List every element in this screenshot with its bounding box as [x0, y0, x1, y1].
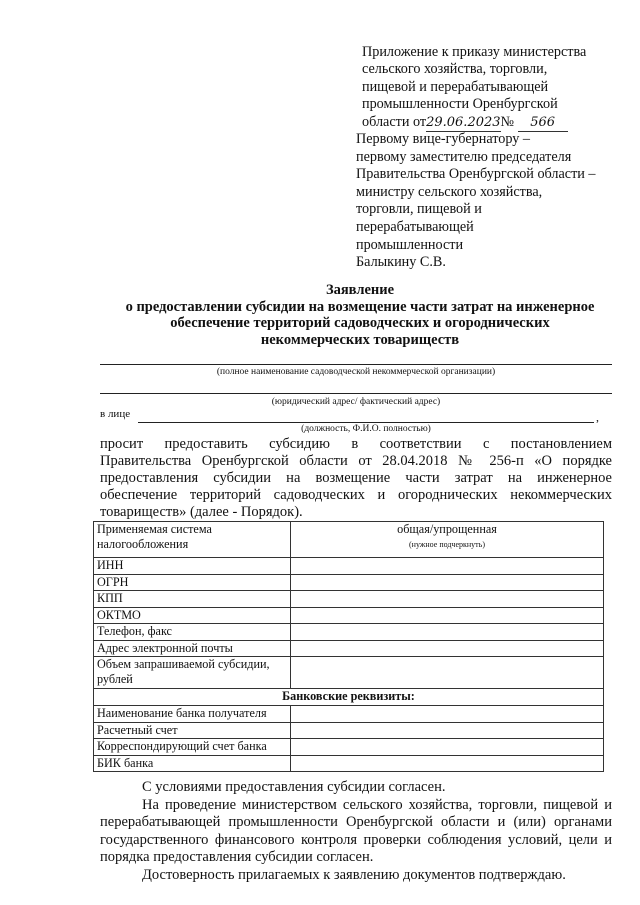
- bank-header: Банковские реквизиты:: [94, 689, 604, 706]
- addressee-line: Правительства Оренбургской области –: [356, 166, 596, 183]
- appendix-line: промышленности Оренбургской: [362, 96, 558, 113]
- appendix-line: Приложение к приказу министерства: [362, 44, 587, 60]
- row-value[interactable]: [291, 624, 604, 641]
- org-name-caption: (полное наименование садоводческой некоммерческой организации): [216, 367, 496, 377]
- row-label: Адрес электронной почты: [94, 640, 291, 657]
- body-line: просит предоставить субсидию в соответствии с постановлением: [100, 436, 612, 452]
- person-caption: (должность, Ф.И.О. полностью): [301, 424, 431, 434]
- appendix-header: [362, 44, 586, 132]
- row-value[interactable]: [291, 591, 604, 608]
- bank-row-label: Корреспондирующий счет банка: [94, 739, 291, 756]
- footer-text: [100, 779, 612, 885]
- address-field[interactable]: [100, 393, 612, 394]
- row-value[interactable]: [291, 640, 604, 657]
- row-label: Телефон, факс: [94, 624, 291, 641]
- title-line: обеспечение территорий садоводческих и огороднических: [170, 315, 550, 331]
- document-title: [90, 282, 630, 348]
- row-value[interactable]: [291, 657, 604, 689]
- consent-paragraph: С условиями предоставления субсидии согласен.: [142, 779, 446, 795]
- addressee-line: перерабатывающей: [356, 218, 474, 235]
- body-line: обеспечение территорий садоводческих и огороднических некоммерческих: [100, 487, 612, 503]
- request-text: [100, 436, 612, 521]
- row-label: Объем запрашиваемой субсидии, рублей: [94, 657, 291, 689]
- order-number: 566: [518, 114, 568, 132]
- title-line: Заявление: [325, 282, 395, 298]
- bank-row-value[interactable]: [291, 722, 604, 739]
- org-name-field[interactable]: [100, 364, 612, 365]
- row-label: ОГРН: [94, 574, 291, 591]
- bank-row-value[interactable]: [291, 739, 604, 756]
- address-caption: (юридический адрес/ фактический адрес): [271, 397, 441, 407]
- authenticity-paragraph: Достоверность прилагаемых к заявлению документов подтверждаю.: [142, 866, 566, 883]
- requisites-table: [93, 521, 604, 772]
- comma: ,: [596, 410, 599, 424]
- addressee-line: Балыкину С.В.: [356, 254, 446, 271]
- addressee-line: первому заместителю председателя: [356, 148, 572, 165]
- tax-value-cell[interactable]: [291, 522, 604, 558]
- bank-row-label: БИК банка: [94, 755, 291, 772]
- row-value[interactable]: [291, 607, 604, 624]
- date-prefix: области от: [362, 113, 427, 130]
- body-line: предоставления субсидии на возмещение части затрат на инженерное: [100, 470, 612, 486]
- person-field[interactable]: [138, 422, 594, 423]
- body-line: товариществ» (далее - Порядок).: [100, 504, 303, 520]
- addressee: [356, 131, 596, 272]
- tax-value: общая/упрощенная: [397, 522, 497, 536]
- addressee-line: торговли, пищевой и: [356, 201, 482, 218]
- body-line: Правительства Оренбургской области от 28.04.2018 № 256-п «О порядке: [100, 453, 612, 469]
- bank-row-label: Расчетный счет: [94, 722, 291, 739]
- person-label: в лице: [100, 408, 131, 420]
- addressee-line: министру сельского хозяйства,: [356, 183, 543, 200]
- title-line: некоммерческих товариществ: [260, 331, 460, 348]
- order-date: 29.06.2023: [426, 114, 500, 132]
- bank-row-value[interactable]: [291, 755, 604, 772]
- num-prefix: №: [500, 113, 515, 130]
- inspection-consent-paragraph: На проведение министерством сельского хозяйства, торговли, пищевой и перерабатывающей промышленности Оренбургской области и (или) органами государственного финансового контроля проверки соблюдения условий, цели и порядка предоставления субсидии согласен.: [100, 796, 612, 866]
- addressee-line: Первому вице-губернатору –: [356, 131, 531, 147]
- row-value[interactable]: [291, 558, 604, 575]
- tax-label: Применяемая система налогообложения: [94, 522, 291, 558]
- title-line: о предоставлении субсидии на возмещение части затрат на инженерное: [125, 298, 595, 315]
- appendix-line: пищевой и перерабатывающей: [362, 78, 549, 95]
- bank-row-value[interactable]: [291, 706, 604, 723]
- addressee-line: промышленности: [356, 236, 464, 253]
- row-value[interactable]: [291, 574, 604, 591]
- bank-row-label: Наименование банка получателя: [94, 706, 291, 723]
- appendix-line: сельского хозяйства, торговли,: [362, 61, 548, 78]
- tax-hint: (нужное подчеркнуть): [409, 540, 485, 549]
- row-label: ИНН: [94, 558, 291, 575]
- row-label: КПП: [94, 591, 291, 608]
- row-label: ОКТМО: [94, 607, 291, 624]
